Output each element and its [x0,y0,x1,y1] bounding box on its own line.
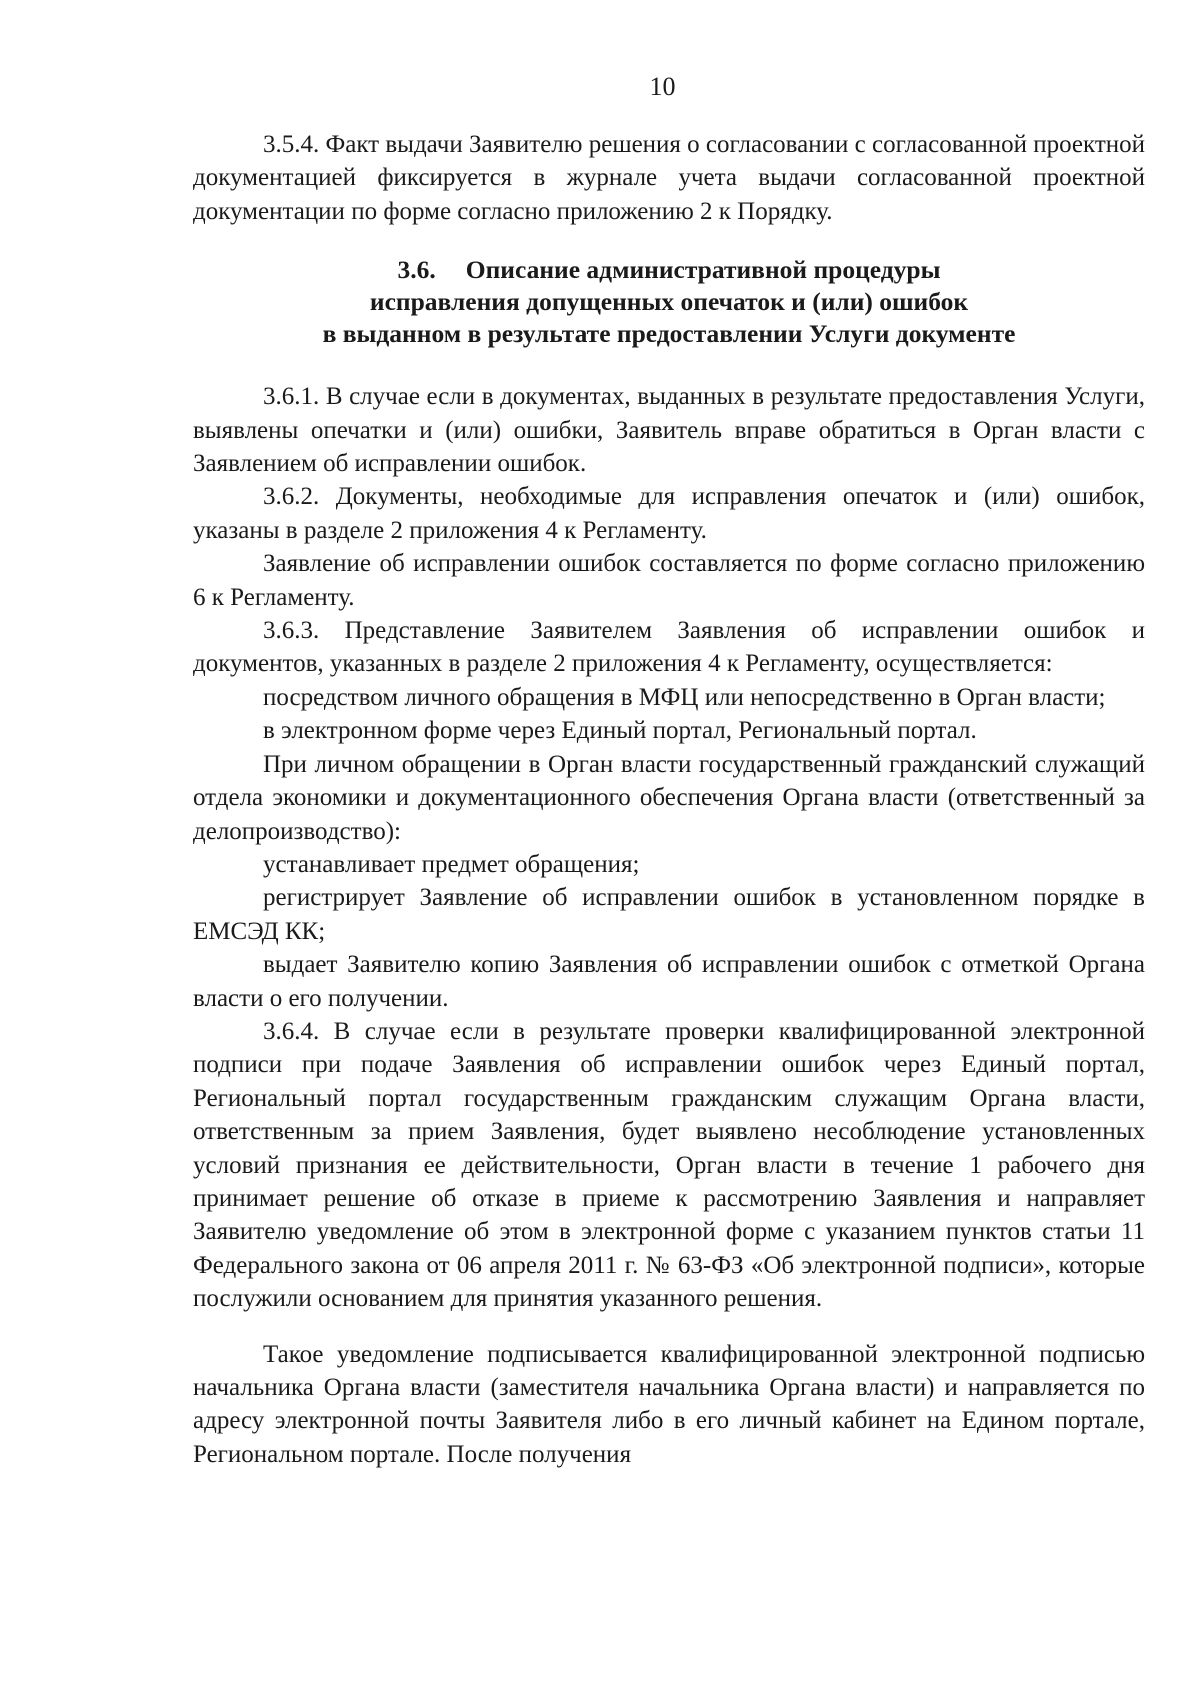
paragraph-establishes-subject: устанавливает предмет обращения; [263,850,640,878]
paragraph-issues-copy: выдает Заявителю копию Заявления об исправлении ошибок с отметкой Органа власти о его получении. [193,951,1145,1012]
paragraph-notification: Такое уведомление подписывается квалифицированной электронной подписью начальника Органа власти (заместителя начальника Органа власти) и направляется по адресу электронной почты Заявителя либо в его личный кабинет на Едином портале, Региональном портале. После получения [193,1340,1145,1468]
page-number: 10 [649,72,676,101]
document-body [193,128,1145,1471]
paragraph-3-6-1: 3.6.1. В случае если в документах, выданных в результате предоставления Услуги, выявлены опечатки и (или) ошибки, Заявитель вправе обратиться в Орган власти с Заявлением об исправлении ошибок. [193,383,1145,478]
paragraph-personal-visit: При личном обращении в Орган власти государственный гражданский служащий отдела экономики и документационного обеспечения Органа власти (ответственный за делопроизводство): [193,750,1145,845]
heading-line-2: исправления допущенных опечаток и (или) ошибок [369,287,969,317]
paragraph-3-6-2: 3.6.2. Документы, необходимые для исправления опечаток и (или) ошибок, указаны в разделе 2 приложения 4 к Регламенту. [193,483,1145,544]
heading-line-1 [193,254,1145,286]
heading-title-line-1: Описание административной процедуры [465,255,941,285]
paragraph-application-form: Заявление об исправлении ошибок составляется по форме согласно приложению 6 к Регламенту. [193,550,1145,611]
heading-number: 3.6. [397,255,436,285]
paragraph-registers-application: регистрирует Заявление об исправлении ошибок в установленном порядке в ЕМСЭД КК; [193,884,1145,945]
paragraph-3-6-3: 3.6.3. Представление Заявителем Заявления об исправлении ошибок и документов, указанных в разделе 2 приложения 4 к Регламенту, осуществляется: [193,617,1145,678]
paragraph-3-5-4: 3.5.4. Факт выдачи Заявителю решения о согласовании с согласованной проектной документацией фиксируется в журнале учета выдачи согласованной проектной документации по форме согласно приложению 2 к Порядку. [193,131,1145,225]
paragraph-electronic-submission: в электронном форме через Единый портал, Региональный портал. [263,717,977,745]
paragraph-3-6-4: 3.6.4. В случае если в результате проверки квалифицированной электронной подписи при подаче Заявления об исправлении ошибок через Единый портал, Региональный портал государственным гражданским служащим Органа власти, ответственным за прием Заявления, будет выявлено несоблюдение установленных условий признания ее действительности, Орган власти в течение 1 рабочего дня принимает решение об отказе в приеме к рассмотрению Заявления и направляет Заявителю уведомление об этом в электронной форме с указанием пунктов статьи 11 Федерального закона от 06 апреля 2011 г. № 63-ФЗ «Об электронной подписи», которые послужили основанием для принятия указанного решения. [193,1017,1145,1313]
section-heading-3-6 [193,254,1145,350]
heading-line-3: в выданном в результате предоставлении Услуги документе [322,319,1016,349]
paragraph-personal-submission: посредством личного обращения в МФЦ или непосредственно в Орган власти; [263,683,1106,711]
